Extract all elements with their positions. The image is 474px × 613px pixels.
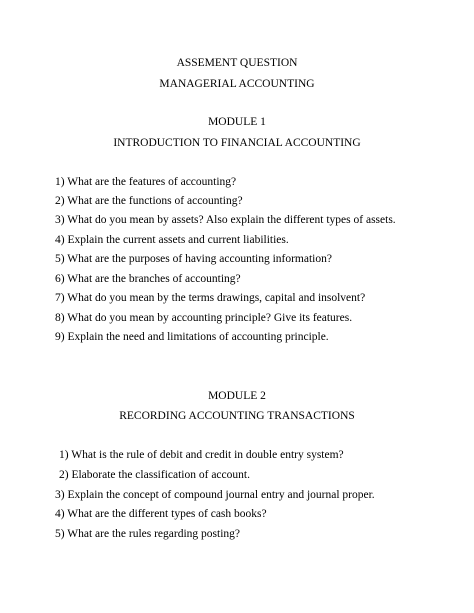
module-2-question-1: 1) What is the rule of debit and credit in double entry system? [59, 449, 344, 461]
module-2-question-2: 2) Elaborate the classification of account. [59, 469, 250, 481]
module-1-question-3: 3) What do you mean by assets? Also explain the different types of assets. [55, 214, 396, 226]
module-2-question-3: 3) Explain the concept of compound journal entry and journal proper. [55, 489, 375, 501]
module-2-question-5: 5) What are the rules regarding posting? [55, 528, 240, 540]
module-2-subheading: RECORDING ACCOUNTING TRANSACTIONS [119, 410, 355, 422]
module-1-heading: MODULE 1 [208, 116, 266, 128]
document-subject: MANAGERIAL ACCOUNTING [159, 78, 315, 90]
module-2-question-4: 4) What are the different types of cash books? [55, 508, 267, 520]
module-1-question-6: 6) What are the branches of accounting? [55, 273, 241, 285]
module-2-heading: MODULE 2 [208, 390, 266, 402]
module-1-question-4: 4) Explain the current assets and current liabilities. [55, 234, 289, 246]
module-1-question-1: 1) What are the features of accounting? [55, 176, 237, 188]
module-1-question-8: 8) What do you mean by accounting principle? Give its features. [55, 312, 353, 324]
document-title: ASSEMENT QUESTION [176, 57, 298, 69]
module-1-question-7: 7) What do you mean by the terms drawings, capital and insolvent? [55, 292, 366, 304]
module-1-question-2: 2) What are the functions of accounting? [55, 195, 243, 207]
module-1-subheading: INTRODUCTION TO FINANCIAL ACCOUNTING [113, 137, 361, 149]
module-1-question-9: 9) Explain the need and limitations of accounting principle. [55, 331, 329, 343]
module-1-question-5: 5) What are the purposes of having accounting information? [55, 253, 332, 265]
